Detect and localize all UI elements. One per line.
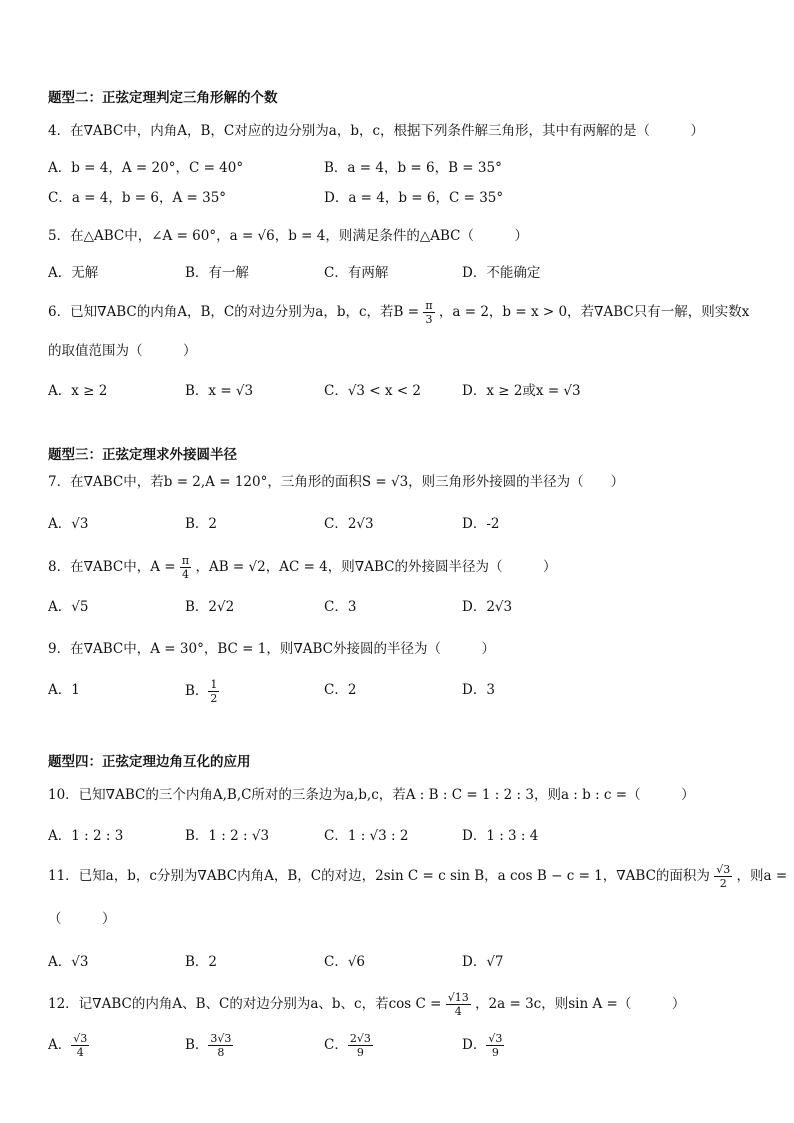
fraction-denominator: 4 (454, 1005, 462, 1018)
fraction (423, 300, 434, 325)
question-4: 4．在∇ABC中，内角A，B，C对应的边分别为a，b，c，根据下列条件解三角形，其中有两解的是（ ） (48, 123, 705, 139)
option-b (185, 679, 219, 704)
section-title-4: 题型四：正弦定理边角互化的应用 (48, 754, 251, 770)
option-a-label: A． (48, 1037, 72, 1053)
fraction (180, 555, 191, 580)
option-d: D．√7 (462, 954, 504, 970)
fraction-numerator: 3√3 (210, 1032, 232, 1045)
option-d-label: D． (462, 1037, 487, 1053)
options-10 (48, 825, 768, 847)
question-11-line2: （ ） (48, 911, 116, 927)
option-c: C．√6 (324, 954, 366, 970)
fraction-numerator: √3 (73, 1032, 88, 1045)
options-8 (48, 596, 768, 618)
fraction (208, 1033, 233, 1058)
options-9 (48, 678, 768, 705)
fraction-numerator: π (181, 554, 190, 567)
question-9: 9．在∇ABC中，A = 30°，BC = 1，则∇ABC外接圆的半径为（ ） (48, 641, 495, 657)
options-5 (48, 262, 768, 284)
question-12-text-b: ，2a = 3c，则sin A =（ ） (475, 996, 686, 1012)
question-8-text-a: 8．在∇ABC中，A = (48, 559, 176, 575)
fraction-numerator: 1 (210, 678, 218, 691)
option-b-label: B． (185, 683, 209, 699)
question-8-text-b: ，AB = √2，AC = 4，则∇ABC的外接圆半径为（ ） (195, 559, 557, 575)
fraction-denominator: 9 (491, 1046, 499, 1059)
option-c-label: C． (324, 1037, 348, 1053)
options-4 (48, 157, 768, 179)
question-7: 7．在∇ABC中，若b = 2,A = 120°，三角形的面积S = √3，则三角形外接圆的半径为（ ） (48, 474, 625, 490)
option-a: A．b = 4，A = 20°，C = 40° (48, 160, 244, 176)
fraction-numerator: √13 (447, 991, 469, 1004)
question-11 (48, 864, 787, 889)
option-a: A．无解 (48, 265, 99, 281)
option-b-label: B． (185, 1037, 209, 1053)
option-a: A．1 : 2 : 3 (48, 828, 124, 844)
option-b: B．a = 4，b = 6，B = 35° (324, 160, 502, 176)
question-10: 10．已知∇ABC的三个内角A,B,C所对的三条边为a,b,c，若A : B : C = 1 : 2 : 3，则a : b : c =（ ） (48, 787, 695, 803)
option-d: D．x ≥ 2或x = √3 (462, 383, 581, 399)
option-c (324, 1033, 373, 1058)
option-d: D．不能确定 (462, 265, 541, 281)
option-c: C．2√3 (324, 516, 374, 532)
option-d: D．2√3 (462, 599, 513, 615)
fraction-numerator: 2√3 (349, 1032, 371, 1045)
fraction-denominator: 9 (356, 1046, 364, 1059)
fraction-numerator: π (425, 299, 433, 312)
option-a: A．√3 (48, 516, 89, 532)
option-a: A．1 (48, 682, 80, 698)
fraction-numerator: √3 (488, 1032, 503, 1045)
option-a: A．√3 (48, 954, 89, 970)
option-a (48, 1033, 89, 1058)
option-c: C．有两解 (324, 265, 389, 281)
option-b: B．2√2 (185, 599, 235, 615)
option-d: D．a = 4，b = 6，C = 35° (324, 190, 504, 206)
option-b (185, 1033, 233, 1058)
option-a: A．√5 (48, 599, 89, 615)
question-11-text-b: ，则a = (736, 868, 788, 884)
question-6 (48, 300, 749, 325)
fraction (714, 864, 732, 889)
section-title-3: 题型三：正弦定理求外接圆半径 (48, 447, 237, 463)
option-d (462, 1033, 504, 1058)
fraction-denominator: 3 (425, 313, 433, 326)
question-6-text-b: ，a = 2，b = x > 0，若∇ABC只有一解，则实数x (438, 304, 750, 320)
options-6 (48, 380, 768, 402)
option-d: D．3 (462, 682, 495, 698)
options-11 (48, 951, 768, 973)
question-12-text-a: 12．记∇ABC的内角A、B、C的对边分别为a、b、c，若cos C = (48, 996, 442, 1012)
question-11-text-a: 11．已知a，b，c分别为∇ABC内角A，B，C的对边，2sin C = c sin B，a cos B − c = 1，∇ABC的面积为 (48, 868, 710, 884)
option-b: B．1 : 2 : √3 (185, 828, 270, 844)
question-8 (48, 555, 556, 580)
options-4-row2 (48, 187, 768, 209)
fraction-denominator: 4 (76, 1046, 84, 1059)
fraction-denominator: 8 (217, 1046, 225, 1059)
option-c: C．2 (324, 682, 357, 698)
option-c: C．a = 4，b = 6，A = 35° (48, 190, 227, 206)
options-12 (48, 1033, 768, 1063)
fraction-denominator: 2 (210, 692, 218, 705)
fraction (446, 992, 471, 1017)
option-d: D．-2 (462, 516, 500, 532)
option-b: B．x = √3 (185, 383, 254, 399)
option-c: C．√3 < x < 2 (324, 383, 422, 399)
option-c: C．3 (324, 599, 357, 615)
question-12 (48, 992, 685, 1017)
fraction (71, 1033, 89, 1058)
question-5: 5．在△ABC中，∠A = 60°，a = √6，b = 4，则满足条件的△ABC（ ） (48, 228, 528, 244)
option-b: B．2 (185, 516, 218, 532)
fraction (208, 679, 219, 704)
question-6-text-a: 6．已知∇ABC的内角A，B，C的对边分别为a，b，c，若B = (48, 304, 420, 320)
option-c: C．1 : √3 : 2 (324, 828, 409, 844)
question-6-line2: 的取值范围为（ ） (48, 343, 197, 359)
fraction-denominator: 2 (719, 877, 727, 890)
option-b: B．2 (185, 954, 218, 970)
option-b: B．有一解 (185, 265, 249, 281)
options-7 (48, 513, 768, 535)
fraction-numerator: √3 (716, 863, 731, 876)
option-a: A．x ≥ 2 (48, 383, 108, 399)
fraction (486, 1033, 504, 1058)
fraction-denominator: 4 (182, 568, 190, 581)
fraction (348, 1033, 373, 1058)
section-title-2: 题型二：正弦定理判定三角形解的个数 (48, 90, 278, 106)
option-d: D．1 : 3 : 4 (462, 828, 539, 844)
